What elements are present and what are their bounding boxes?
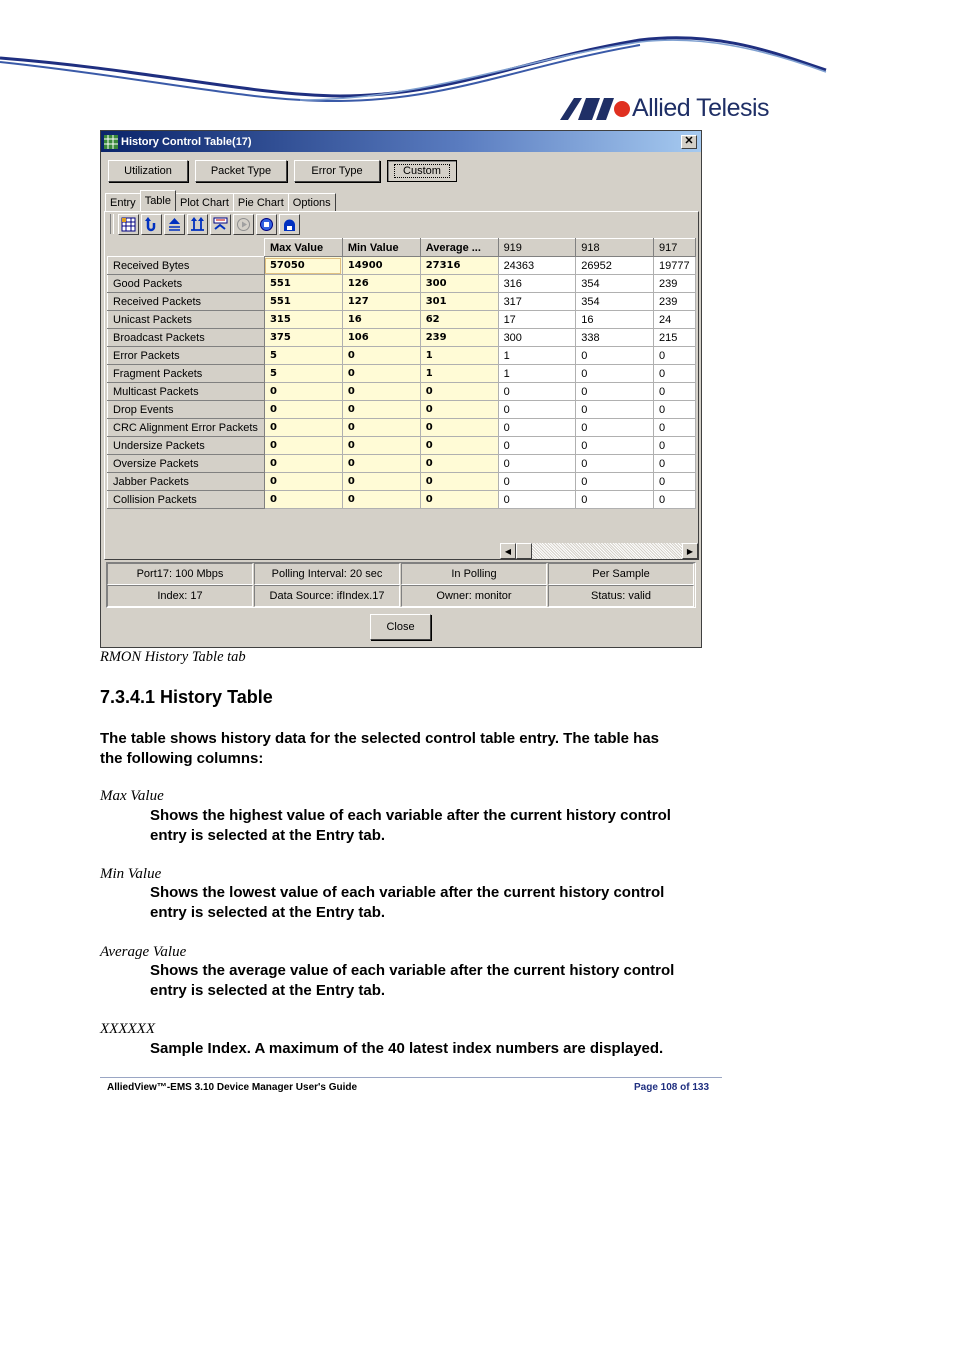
tab-entry[interactable]: Entry <box>105 193 141 211</box>
tab-table[interactable]: Table <box>140 190 176 211</box>
figure-caption: RMON History Table tab <box>100 649 246 665</box>
table-cell[interactable]: 0 <box>498 419 576 437</box>
section-title: 7.3.4.1 History Table <box>100 687 273 707</box>
table-cell[interactable]: 300 <box>498 329 576 347</box>
dialog-title: History Control Table(17) <box>121 135 252 148</box>
table-cell[interactable]: 0 <box>576 491 654 509</box>
brand-logo <box>560 94 769 123</box>
table-cell[interactable]: 551 <box>264 275 342 293</box>
table-cell[interactable]: 0 <box>264 491 342 509</box>
table-cell[interactable]: 0 <box>576 347 654 365</box>
table-cell[interactable]: 0 <box>576 455 654 473</box>
table-cell[interactable]: 354 <box>576 275 654 293</box>
table-row[interactable] <box>108 419 696 437</box>
transfer-icon[interactable] <box>187 214 208 235</box>
table-cell[interactable]: 239 <box>654 275 696 293</box>
table-icon <box>104 135 118 149</box>
table-cell[interactable]: 215 <box>654 329 696 347</box>
status-index: Index: 17 <box>107 585 253 607</box>
tab-plot-chart[interactable]: Plot Chart <box>175 193 234 211</box>
table-cell[interactable]: 0 <box>342 383 420 401</box>
table-cell[interactable]: 1 <box>420 347 498 365</box>
close-icon[interactable]: ✕ <box>681 135 697 149</box>
table-cell[interactable]: 551 <box>264 293 342 311</box>
play-icon[interactable] <box>233 214 254 235</box>
table-cell[interactable]: 0 <box>654 455 696 473</box>
row-header: Received Bytes <box>108 257 265 275</box>
term-sample-index: XXXXXX <box>100 1021 155 1037</box>
table-cell[interactable]: 16 <box>576 311 654 329</box>
table-cell[interactable]: 0 <box>264 437 342 455</box>
table-cell[interactable]: 57050 <box>264 257 342 275</box>
table-cell[interactable]: 375 <box>264 329 342 347</box>
row-header: Jabber Packets <box>108 473 265 491</box>
table-cell[interactable]: 317 <box>498 293 576 311</box>
row-header: Oversize Packets <box>108 455 265 473</box>
table-cell[interactable]: 0 <box>420 401 498 419</box>
row-header: Good Packets <box>108 275 265 293</box>
table-cell[interactable]: 0 <box>342 455 420 473</box>
table-row[interactable] <box>108 347 696 365</box>
table-icon[interactable] <box>118 214 139 235</box>
table-cell[interactable]: 24 <box>654 311 696 329</box>
definition-max-value: Shows the highest value of each variable after the current history control entry is selected at the Entry tab. <box>150 807 671 844</box>
table-cell[interactable]: 0 <box>342 347 420 365</box>
brand-name: Allied Telesis <box>632 94 770 122</box>
column-header[interactable]: Max Value <box>264 239 342 257</box>
table-cell[interactable]: 0 <box>264 419 342 437</box>
table-row[interactable] <box>108 311 696 329</box>
table-row[interactable] <box>108 383 696 401</box>
custom-button[interactable]: Custom <box>387 160 457 182</box>
footer-guide-title: AlliedView™-EMS 3.10 Device Manager User's Guide <box>107 1082 358 1093</box>
table-cell[interactable]: 0 <box>654 365 696 383</box>
table-cell[interactable]: 0 <box>654 347 696 365</box>
status-owner: Owner: monitor <box>401 585 547 607</box>
history-icon[interactable] <box>279 214 300 235</box>
table-cell[interactable]: 354 <box>576 293 654 311</box>
table-tab-panel <box>104 211 699 560</box>
table-cell[interactable]: 0 <box>654 437 696 455</box>
upload-icon[interactable] <box>164 214 185 235</box>
table-cell[interactable]: 0 <box>576 419 654 437</box>
table-cell[interactable]: 0 <box>342 473 420 491</box>
table-row[interactable] <box>108 401 696 419</box>
table-cell[interactable]: 0 <box>498 473 576 491</box>
table-cell[interactable]: 127 <box>342 293 420 311</box>
table-cell[interactable]: 0 <box>264 473 342 491</box>
clock-icon[interactable] <box>210 214 231 235</box>
table-cell[interactable]: 0 <box>342 491 420 509</box>
column-header[interactable]: 919 <box>498 239 576 257</box>
table-cell[interactable]: 14900 <box>342 257 420 275</box>
status-polling-state: In Polling <box>401 563 547 585</box>
table-cell[interactable]: 0 <box>654 401 696 419</box>
close-button[interactable]: Close <box>370 614 431 640</box>
table-cell[interactable]: 0 <box>576 383 654 401</box>
row-header: Collision Packets <box>108 491 265 509</box>
definition-average-value: Shows the average value of each variable after the current history control entry is selected at the Entry tab. <box>150 962 675 999</box>
table-cell[interactable]: 239 <box>654 293 696 311</box>
table-cell[interactable]: 0 <box>264 401 342 419</box>
history-table <box>107 238 696 509</box>
utilization-button[interactable]: Utilization <box>108 160 188 182</box>
table-row[interactable] <box>108 437 696 455</box>
table-cell[interactable]: 0 <box>498 437 576 455</box>
scroll-right-icon[interactable]: ▶ <box>682 543 698 559</box>
table-cell[interactable]: 316 <box>498 275 576 293</box>
table-cell[interactable]: 0 <box>576 473 654 491</box>
table-cell[interactable]: 0 <box>576 365 654 383</box>
table-cell[interactable]: 0 <box>342 419 420 437</box>
table-cell[interactable]: 0 <box>654 473 696 491</box>
term-min-value: Min Value <box>100 866 162 882</box>
table-cell[interactable]: 1 <box>420 365 498 383</box>
table-row[interactable] <box>108 365 696 383</box>
table-cell[interactable]: 1 <box>498 365 576 383</box>
toolbar-grip <box>110 214 114 234</box>
table-cell[interactable]: 239 <box>420 329 498 347</box>
status-data-source: Data Source: ifIndex.17 <box>254 585 400 607</box>
row-header: Error Packets <box>108 347 265 365</box>
footer-page-number: Page 108 of 133 <box>634 1082 710 1093</box>
table-cell[interactable]: 0 <box>264 455 342 473</box>
table-cell[interactable]: 0 <box>420 419 498 437</box>
table-cell[interactable]: 0 <box>342 365 420 383</box>
table-cell[interactable]: 24363 <box>498 257 576 275</box>
header-swoosh <box>0 0 954 120</box>
column-header[interactable]: 917 <box>654 239 696 257</box>
tab-strip <box>105 191 335 211</box>
table-cell[interactable]: 300 <box>420 275 498 293</box>
tab-options[interactable]: Options <box>288 193 336 211</box>
history-control-dialog <box>100 130 702 648</box>
view-buttons <box>108 160 457 182</box>
history-data-grid <box>107 238 696 556</box>
table-cell[interactable]: 0 <box>498 401 576 419</box>
tab-pie-chart[interactable]: Pie Chart <box>233 193 289 211</box>
table-cell[interactable]: 0 <box>498 491 576 509</box>
table-cell[interactable]: 0 <box>420 437 498 455</box>
column-header[interactable]: Min Value <box>342 239 420 257</box>
status-panel <box>106 562 696 608</box>
table-cell[interactable]: 0 <box>420 455 498 473</box>
table-cell[interactable]: 0 <box>576 401 654 419</box>
error-type-button[interactable]: Error Type <box>294 160 380 182</box>
definition-min-value: Shows the lowest value of each variable after the current history control entry is selected at the Entry tab. <box>150 884 665 921</box>
packet-type-button[interactable]: Packet Type <box>195 160 287 182</box>
table-cell[interactable]: 0 <box>654 419 696 437</box>
row-header: Fragment Packets <box>108 365 265 383</box>
row-header: Undersize Packets <box>108 437 265 455</box>
allied-telesis-mark-icon <box>560 96 630 122</box>
table-cell[interactable]: 5 <box>264 365 342 383</box>
table-cell[interactable]: 1 <box>498 347 576 365</box>
status-polling-interval: Polling Interval: 20 sec <box>254 563 400 585</box>
table-cell[interactable]: 16 <box>342 311 420 329</box>
scroll-left-icon[interactable]: ◀ <box>500 543 516 559</box>
table-row[interactable] <box>108 473 696 491</box>
table-cell[interactable]: 0 <box>420 491 498 509</box>
table-row[interactable] <box>108 329 696 347</box>
table-cell[interactable]: 0 <box>498 383 576 401</box>
table-row[interactable] <box>108 491 696 509</box>
table-cell[interactable]: 0 <box>654 491 696 509</box>
table-cell[interactable]: 62 <box>420 311 498 329</box>
footer-divider <box>100 1077 722 1078</box>
table-cell[interactable]: 0 <box>420 383 498 401</box>
term-average-value: Average Value <box>100 944 187 960</box>
table-cell[interactable]: 19777 <box>654 257 696 275</box>
table-cell[interactable]: 27316 <box>420 257 498 275</box>
term-max-value: Max Value <box>100 788 164 804</box>
table-cell[interactable]: 0 <box>420 473 498 491</box>
row-header: Received Packets <box>108 293 265 311</box>
table-cell[interactable]: 126 <box>342 275 420 293</box>
row-header: Broadcast Packets <box>108 329 265 347</box>
table-cell[interactable]: 301 <box>420 293 498 311</box>
table-cell[interactable]: 315 <box>264 311 342 329</box>
table-row[interactable] <box>108 293 696 311</box>
scroll-thumb[interactable] <box>516 543 532 559</box>
table-cell[interactable]: 338 <box>576 329 654 347</box>
table-cell[interactable]: 17 <box>498 311 576 329</box>
table-cell[interactable]: 0 <box>576 437 654 455</box>
status-port: Port17: 100 Mbps <box>107 563 253 585</box>
table-cell[interactable]: 0 <box>342 437 420 455</box>
stop-icon[interactable] <box>256 214 277 235</box>
definition-sample-index: Sample Index. A maximum of the 40 latest index numbers are displayed. <box>150 1040 664 1057</box>
row-header: Drop Events <box>108 401 265 419</box>
row-header: Multicast Packets <box>108 383 265 401</box>
table-cell[interactable]: 106 <box>342 329 420 347</box>
table-row[interactable] <box>108 455 696 473</box>
row-header: CRC Alignment Error Packets <box>108 419 265 437</box>
table-header-row <box>108 239 696 257</box>
row-header: Unicast Packets <box>108 311 265 329</box>
status-validity: Status: valid <box>548 585 694 607</box>
status-row <box>107 563 695 585</box>
intro-text: The table shows history data for the selected control table entry. The table has the following columns: <box>100 730 660 767</box>
column-header[interactable]: Average ... <box>420 239 498 257</box>
refresh-icon[interactable] <box>141 214 162 235</box>
scroll-track[interactable] <box>532 543 682 559</box>
table-cell[interactable]: 0 <box>498 455 576 473</box>
status-sample-mode: Per Sample <box>548 563 694 585</box>
table-row[interactable] <box>108 257 696 275</box>
horizontal-scrollbar[interactable] <box>500 543 698 559</box>
table-cell[interactable]: 5 <box>264 347 342 365</box>
toolbar <box>110 214 300 235</box>
table-cell[interactable]: 26952 <box>576 257 654 275</box>
table-cell[interactable]: 0 <box>342 401 420 419</box>
table-cell[interactable]: 0 <box>264 383 342 401</box>
column-header[interactable]: 918 <box>576 239 654 257</box>
status-row <box>107 585 695 607</box>
dialog-titlebar <box>101 131 701 152</box>
table-row[interactable] <box>108 275 696 293</box>
table-corner <box>108 239 265 257</box>
table-cell[interactable]: 0 <box>654 383 696 401</box>
